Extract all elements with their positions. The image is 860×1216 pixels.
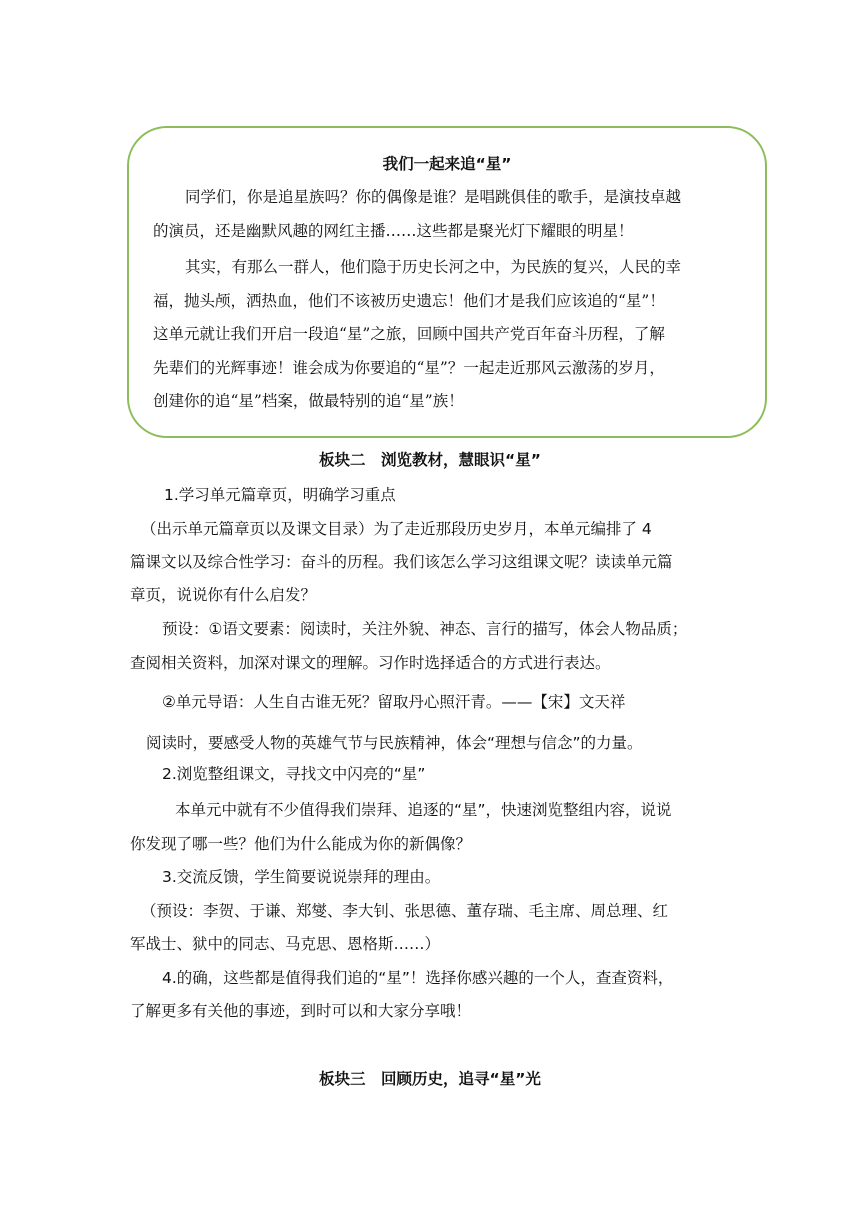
s2-line-15: 4.的确，这些都是值得我们追的“星”！选择你感兴趣的一个人，查查资料，	[162, 969, 674, 987]
intro-line-5: 这单元就让我们开启一段追“星”之旅，回顾中国共产党百年奋斗历程，了解	[153, 325, 665, 343]
s2-line-9: 2.浏览整组课文，寻找文中闪亮的“星”	[162, 765, 426, 783]
s2-line-14: 军战士、狱中的同志、马克思、恩格斯……）	[130, 935, 441, 953]
intro-line-3: 其实，有那么一群人，他们隐于历史长河之中，为民族的复兴，人民的幸	[185, 258, 682, 276]
intro-line-7: 创建你的追“星”档案，做最特别的追“星”族！	[153, 392, 464, 410]
s2-line-5: 预设：①语文要素：阅读时，关注外貌、神态、言行的描写，体会人物品质；	[162, 620, 688, 638]
s2-line-6: 查阅相关资料，加深对课文的理解。习作时选择适合的方式进行表达。	[130, 654, 611, 672]
s2-line-4: 章页，说说你有什么启发？	[130, 586, 317, 604]
section2-heading: 板块二 浏览教材，慧眼识“星”	[319, 451, 541, 469]
s2-line-7: ②单元导语：人生自古谁无死？留取丹心照汗青。——【宋】文天祥	[162, 693, 626, 711]
s2-line-13: （预设：李贺、于谦、郑燮、李大钊、张思德、董存瑞、毛主席、周总理、红	[141, 902, 669, 920]
s2-line-2: （出示单元篇章页以及课文目录）为了走近那段历史岁月，本单元编排了 4	[141, 520, 652, 538]
s2-line-1: 1.学习单元篇章页，明确学习重点	[164, 486, 396, 504]
intro-line-4: 福，抛头颅，洒热血，他们不该被历史遗忘！他们才是我们应该追的“星”！	[153, 292, 665, 310]
s2-line-12: 3.交流反馈，学生简要说说崇拜的理由。	[162, 868, 441, 886]
section3-heading: 板块三 回顾历史，追寻“星”光	[319, 1070, 541, 1088]
s2-line-3: 篇课文以及综合性学习：奋斗的历程。我们该怎么学习这组课文呢？读读单元篇	[130, 553, 673, 571]
intro-line-1: 同学们，你是追星族吗？你的偶像是谁？是唱跳俱佳的歌手，是演技卓越	[185, 188, 682, 206]
intro-box-title: 我们一起来追“星”	[382, 155, 512, 173]
intro-line-6: 先辈们的光辉事迹！谁会成为你要追的“星”？一起走近那风云激荡的岁月，	[153, 359, 665, 377]
s2-line-16: 了解更多有关他的事迹，到时可以和大家分享哦！	[130, 1002, 472, 1020]
intro-line-2: 的演员，还是幽默风趣的网红主播……这些都是聚光灯下耀眼的明星！	[153, 222, 634, 240]
s2-line-8: 阅读时，要感受人物的英雄气节与民族精神，体会“理想与信念”的力量。	[146, 734, 643, 752]
s2-line-11: 你发现了哪一些？他们为什么能成为你的新偶像？	[130, 835, 472, 853]
s2-line-10: 本单元中就有不少值得我们崇拜、追逐的“星”，快速浏览整组内容，说说	[175, 801, 672, 819]
